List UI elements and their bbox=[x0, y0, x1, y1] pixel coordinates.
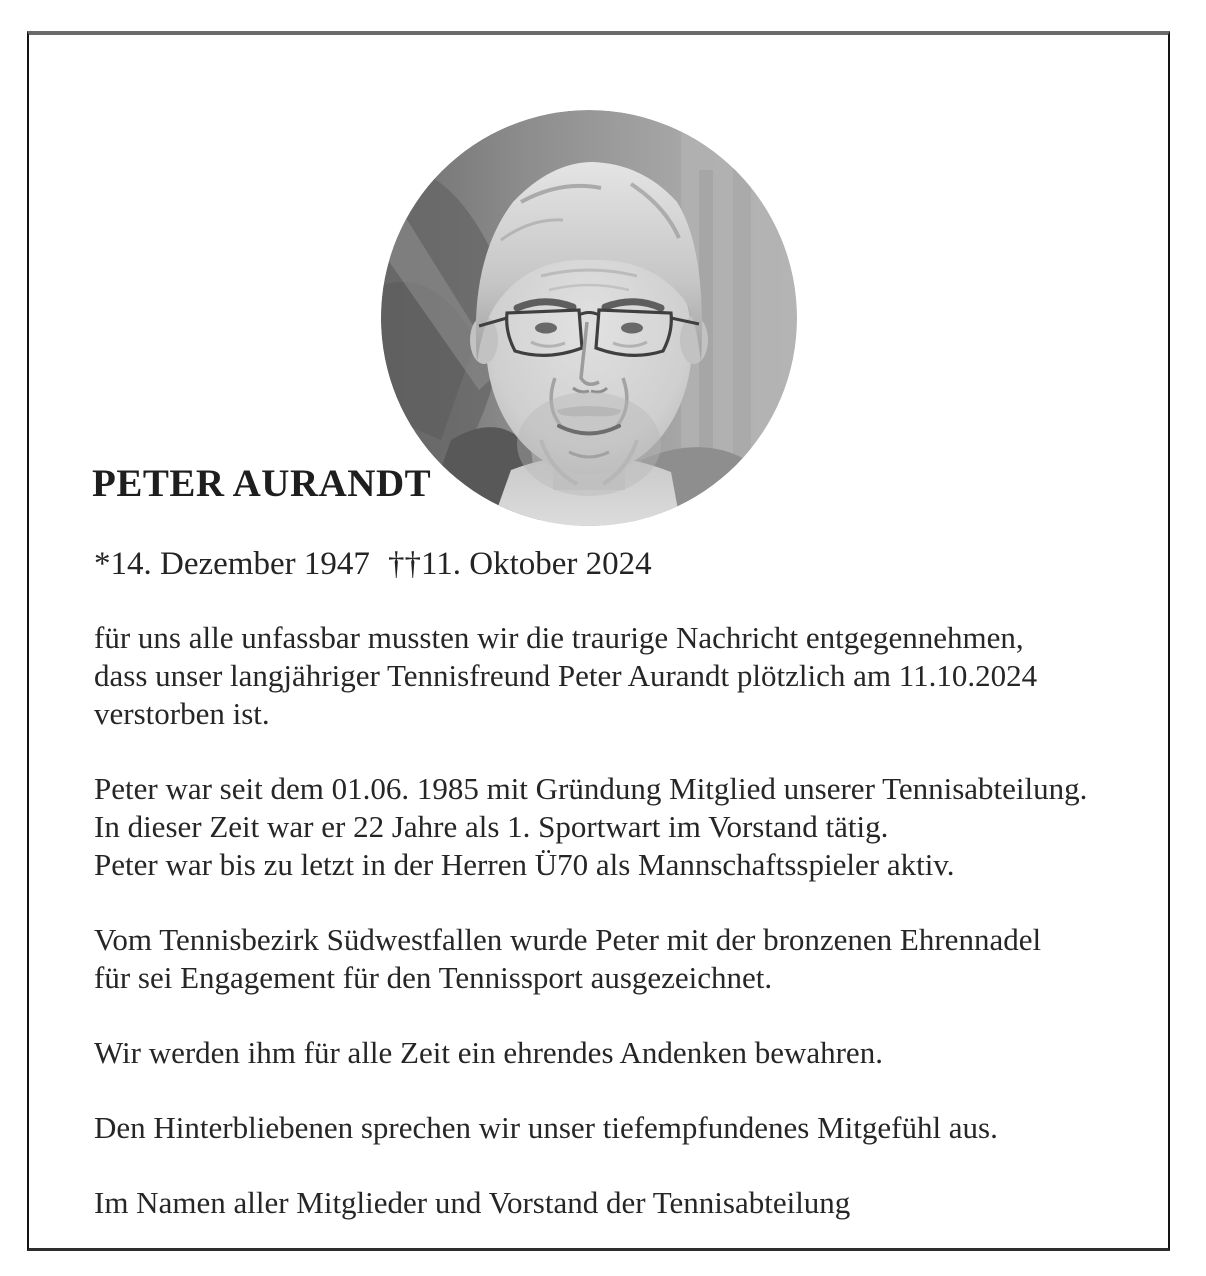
life-dates bbox=[94, 546, 652, 583]
obituary-text bbox=[94, 619, 1087, 1259]
paragraph-honor bbox=[94, 921, 1087, 997]
dagger-icon: † bbox=[387, 546, 405, 582]
death-date bbox=[388, 546, 652, 582]
death-date-text: †11. Oktober 2024 bbox=[404, 546, 652, 582]
text-line: für uns alle unfassbar mussten wir die traurige Nachricht entgegennehmen, bbox=[94, 620, 1024, 655]
obituary-frame bbox=[27, 31, 1170, 1251]
text-line: verstorben ist. bbox=[94, 696, 270, 731]
paragraph-signature bbox=[94, 1184, 1087, 1222]
text-line: In dieser Zeit war er 22 Jahre als 1. Sportwart im Vorstand tätig. bbox=[94, 809, 889, 844]
paragraph-announcement bbox=[94, 619, 1087, 733]
text-line: Wir werden ihm für alle Zeit ein ehrendes Andenken bewahren. bbox=[94, 1035, 883, 1070]
text-line: Den Hinterbliebenen sprechen wir unser tiefempfundenes Mitgefühl aus. bbox=[94, 1110, 998, 1145]
paragraph-remembrance bbox=[94, 1034, 1087, 1072]
text-line: Vom Tennisbezirk Südwestfallen wurde Peter mit der bronzenen Ehrennadel bbox=[94, 922, 1042, 957]
paragraph-condolence bbox=[94, 1109, 1087, 1147]
text-line: für sei Engagement für den Tennissport ausgezeichnet. bbox=[94, 960, 773, 995]
text-line: Peter war seit dem 01.06. 1985 mit Gründung Mitglied unserer Tennisabteilung. bbox=[94, 771, 1088, 806]
paragraph-membership bbox=[94, 770, 1087, 884]
portrait-photo-graphic bbox=[381, 110, 797, 526]
text-line: dass unser langjähriger Tennisfreund Peter Aurandt plötzlich am 11.10.2024 bbox=[94, 658, 1038, 693]
deceased-name: PETER AURANDT bbox=[92, 462, 432, 505]
text-line: Im Namen aller Mitglieder und Vorstand der Tennisabteilung bbox=[94, 1185, 851, 1220]
portrait-photo bbox=[381, 110, 797, 526]
text-line: Peter war bis zu letzt in der Herren Ü70 als Mannschaftsspieler aktiv. bbox=[94, 847, 955, 882]
birth-date: *14. Dezember 1947 bbox=[94, 546, 370, 582]
